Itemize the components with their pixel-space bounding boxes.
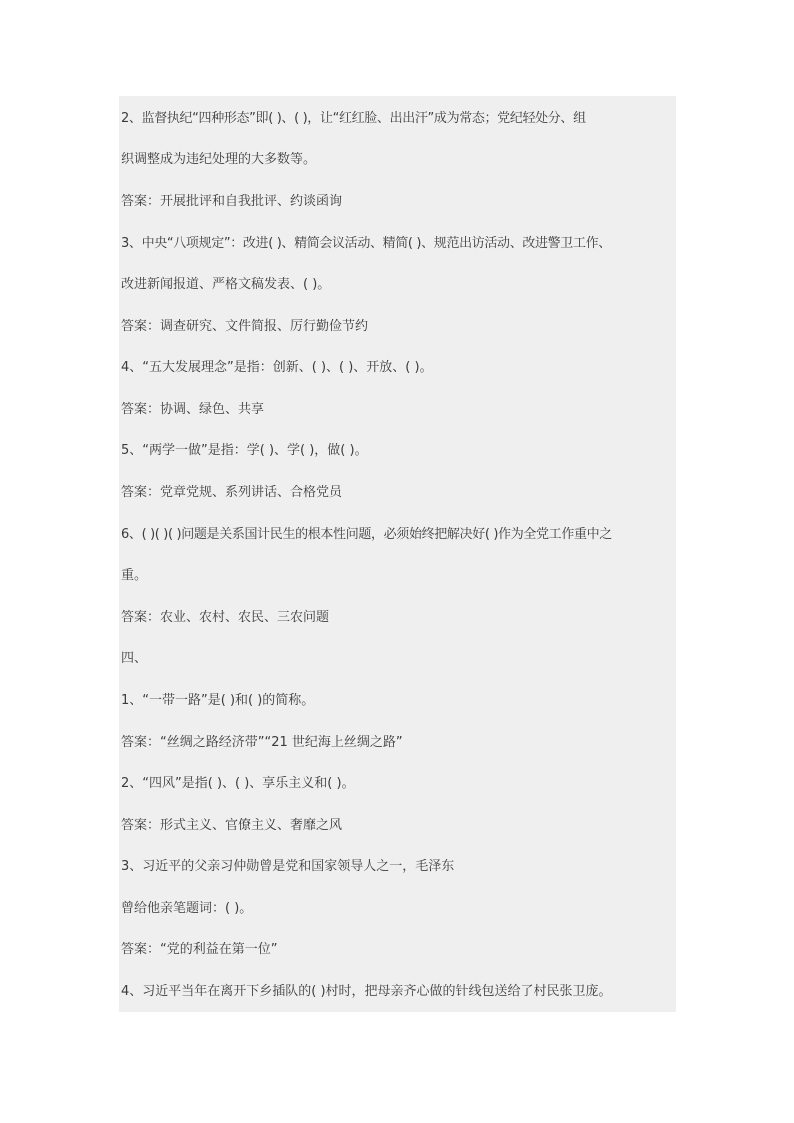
question-line: 3、中央“八项规定”：改进( )、精简会议活动、精简( )、规范出访活动、改进警卫工作、 (121, 236, 611, 251)
question-line: 4、习近平当年在离开下乡插队的( )村时，把母亲齐心做的针线包送给了村民张卫庞。 (121, 984, 612, 999)
question-line: 4、“五大发展理念”是指：创新、( )、( )、开放、( )。 (121, 360, 433, 375)
answer-line: 答案：协调、绿色、共享 (121, 402, 265, 417)
question-line: 1、“一带一路”是( )和( )的简称。 (121, 693, 315, 708)
question-continuation-line: 曾给他亲笔题词：( )。 (121, 901, 253, 916)
answer-line: 答案：“党的利益在第一位” (121, 942, 278, 957)
question-line: 2、监督执纪“四种形态”即( )、( )，让“红红脸、出出汗”成为常态；党纪轻处分、组 (121, 111, 586, 126)
answer-line: 答案：党章党规、系列讲话、合格党员 (121, 485, 343, 500)
section-heading: 四、 (121, 651, 148, 666)
answer-line: 答案：形式主义、官僚主义、奢靡之风 (121, 818, 343, 833)
question-continuation-line: 重。 (121, 568, 148, 583)
answer-line: 答案：“丝绸之路经济带”“21 世纪海上丝绸之路” (121, 735, 403, 750)
question-line: 6、( )( )( )问题是关系国计民生的根本性问题，必须始终把解决好( )作为全党工作重中之 (121, 527, 612, 542)
question-line: 2、“四风”是指( )、( )、享乐主义和( )。 (121, 776, 355, 791)
question-continuation-line: 改进新闻报道、严格文稿发表、( )。 (121, 277, 331, 292)
answer-line: 答案：农业、农村、农民、三农问题 (121, 610, 330, 625)
question-continuation-line: 织调整成为违纪处理的大多数等。 (121, 152, 317, 167)
answer-line: 答案：调查研究、文件简报、厉行勤俭节约 (121, 319, 369, 334)
question-line: 5、“两学一做”是指：学( )、学( )，做( )。 (121, 443, 368, 458)
question-line: 3、习近平的父亲习仲勋曾是党和国家领导人之一，毛泽东 (121, 859, 455, 874)
answer-line: 答案：开展批评和自我批评、约谈函询 (121, 194, 343, 209)
